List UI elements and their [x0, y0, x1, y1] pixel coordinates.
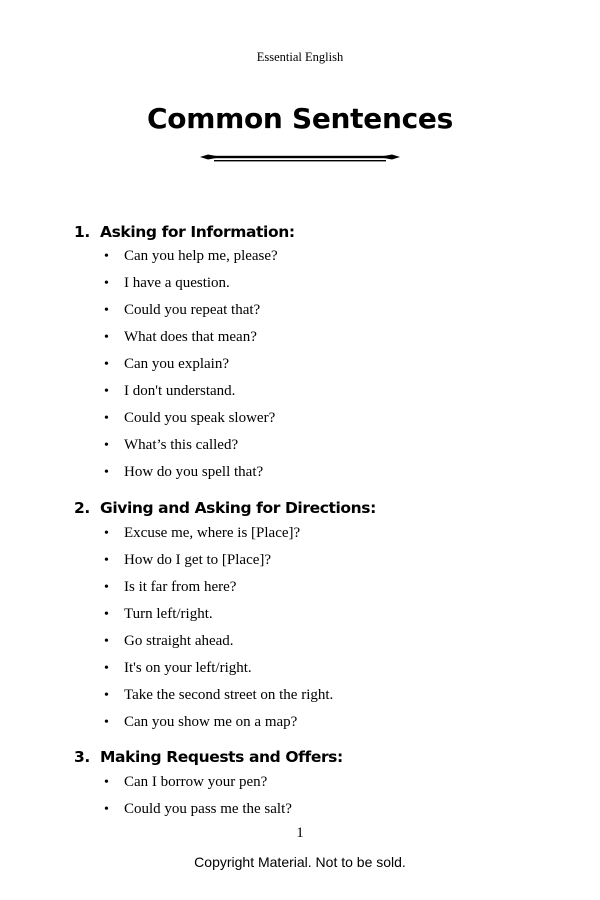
list-item: [104, 551, 271, 570]
list-item: [104, 578, 236, 597]
bullet-icon: •: [104, 526, 109, 541]
list-item: [104, 524, 300, 543]
section-heading: [74, 747, 343, 767]
list-item: [104, 605, 213, 624]
bullet-icon: •: [104, 357, 109, 372]
list-item: [104, 659, 252, 678]
list-item: [104, 301, 260, 320]
list-item: [104, 632, 234, 651]
section-number: 1.: [74, 223, 90, 241]
bullet-icon: •: [104, 607, 109, 622]
list-item-text: Take the second street on the right.: [124, 687, 334, 703]
ornament-bottom-line: [214, 160, 386, 161]
list-item-text: Can you show me on a map?: [124, 714, 298, 730]
list-item-text: How do you spell that?: [124, 464, 264, 480]
bullet-icon: •: [104, 580, 109, 595]
list-item-text: Can you explain?: [124, 356, 229, 372]
bullet-icon: •: [104, 411, 109, 426]
bullet-icon: •: [104, 775, 109, 790]
list-item-text: Excuse me, where is [Place]?: [124, 525, 301, 541]
list-item-text: Is it far from here?: [124, 579, 237, 595]
list-item-text: Could you pass me the salt?: [124, 801, 292, 817]
bullet-icon: •: [104, 802, 109, 817]
list-item: [104, 713, 297, 732]
running-header: Essential English: [256, 50, 344, 64]
list-item-text: I don't understand.: [124, 383, 236, 399]
list-item-text: How do I get to [Place]?: [124, 552, 272, 568]
page-title: Common Sentences: [147, 102, 453, 135]
section-heading: [74, 222, 295, 242]
list-item: [104, 355, 229, 374]
bullet-icon: •: [104, 634, 109, 649]
list-item: [104, 773, 267, 792]
section-title: Giving and Asking for Directions:: [100, 499, 376, 517]
bullet-icon: •: [104, 303, 109, 318]
list-item-text: What does that mean?: [124, 329, 257, 345]
bullet-icon: •: [104, 465, 109, 480]
bullet-icon: •: [104, 276, 109, 291]
list-item-text: Turn left/right.: [124, 606, 213, 622]
list-item: [104, 463, 263, 482]
title-ornament-divider: [198, 150, 402, 166]
list-item-text: It's on your left/right.: [124, 660, 252, 676]
bullet-icon: •: [104, 438, 109, 453]
list-item: [104, 686, 333, 705]
page-number: 1: [296, 825, 304, 841]
list-item-text: Could you repeat that?: [124, 302, 261, 318]
bullet-icon: •: [104, 715, 109, 730]
section-heading: [74, 498, 376, 518]
list-item: [104, 247, 278, 266]
bullet-icon: •: [104, 553, 109, 568]
list-item-text: I have a question.: [124, 275, 230, 291]
list-item: [104, 382, 235, 401]
list-item-text: Can I borrow your pen?: [124, 774, 268, 790]
list-item: [104, 436, 238, 455]
list-item-text: Go straight ahead.: [124, 633, 234, 649]
bullet-icon: •: [104, 661, 109, 676]
ornament-top-line: [210, 156, 390, 158]
section-title: Making Requests and Offers:: [100, 748, 343, 766]
list-item-text: Can you help me, please?: [124, 248, 278, 264]
list-item-text: Could you speak slower?: [124, 410, 276, 426]
list-item-text: What’s this called?: [124, 437, 239, 453]
list-item: [104, 274, 230, 293]
section-number: 2.: [74, 499, 90, 517]
section-title: Asking for Information:: [100, 223, 295, 241]
list-item: [104, 800, 292, 819]
bullet-icon: •: [104, 330, 109, 345]
section-number: 3.: [74, 748, 90, 766]
bullet-icon: •: [104, 249, 109, 264]
bullet-icon: •: [104, 384, 109, 399]
list-item: [104, 409, 275, 428]
bullet-icon: •: [104, 688, 109, 703]
list-item: [104, 328, 257, 347]
copyright-notice: Copyright Material. Not to be sold.: [194, 854, 406, 870]
